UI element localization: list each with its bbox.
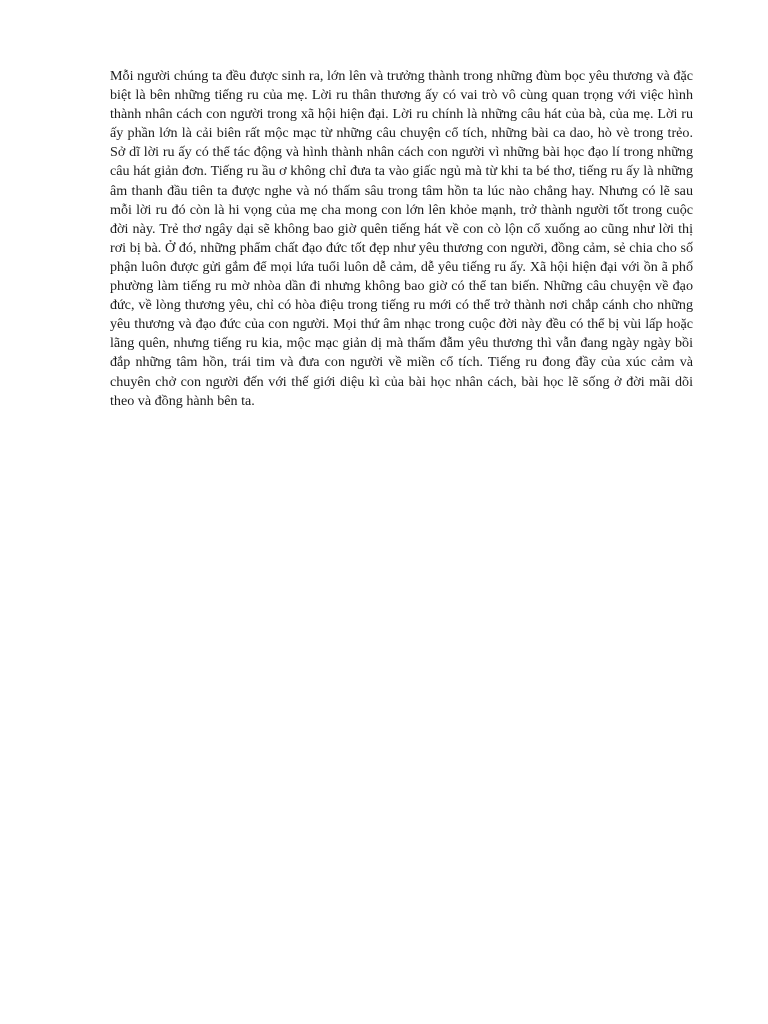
body-paragraph: Mỗi người chúng ta đều được sinh ra, lớn lên và trưởng thành trong những đùm bọc yêu thương và đặc biệt là bên những tiếng ru của mẹ. Lời ru thân thương ấy có vai trò vô cùng quan trọng với việc hình thành nhân cách con người trong xã hội hiện đại. Lời ru chính là những câu hát của bà, của mẹ. Lời ru ấy phần lớn là cải biên rất mộc mạc từ những câu chuyện cổ tích, những bài ca dao, hò vè trong trẻo. Sở dĩ lời ru ấy có thể tác động và hình thành nhân cách con người vì những bài học đạo lí trong những câu hát giản đơn. Tiếng ru ầu ơ không chỉ đưa ta vào giấc ngủ mà từ khi ta bé thơ, tiếng ru ấy là những âm thanh đầu tiên ta được nghe và nó thấm sâu trong tâm hồn ta lúc nào chẳng hay. Nhưng có lẽ sau mỗi lời ru đó còn là hi vọng của mẹ cha mong con lớn lên khỏe mạnh, trở thành người tốt trong cuộc đời này. Trẻ thơ ngây dại sẽ không bao giờ quên tiếng hát về con cò lộn cổ xuống ao cũng như lời thị rơi bị bà. Ở đó, những phẩm chất đạo đức tốt đẹp như yêu thương con người, đồng cảm, sẻ chia cho số phận luôn được gửi gắm để mọi lứa tuổi luôn dễ cảm, dễ yêu tiếng ru ấy. Xã hội hiện đại với ồn ã phố phường làm tiếng ru mờ nhòa dần đi nhưng không bao giờ có thể tan biến. Những câu chuyện về đạo đức, về lòng thương yêu, chỉ có hòa điệu trong tiếng ru mới có thể trở thành nơi chắp cánh cho những yêu thương và đạo đức của con người. Mọi thứ âm nhạc trong cuộc đời này đều có thể bị vùi lấp hoặc lãng quên, nhưng tiếng ru kia, mộc mạc giản dị mà thấm đẫm yêu thương thì vẫn đang ngày ngày bồi đắp những tâm hồn, trái tim và đưa con người về miền cổ tích. Tiếng ru đong đầy của xúc cảm và chuyên chở con người đến với thế giới diệu kì của bài học nhân cách, bài học lẽ sống ở đời mãi dõi theo và đồng hành bên ta. <box>110 68 693 409</box>
